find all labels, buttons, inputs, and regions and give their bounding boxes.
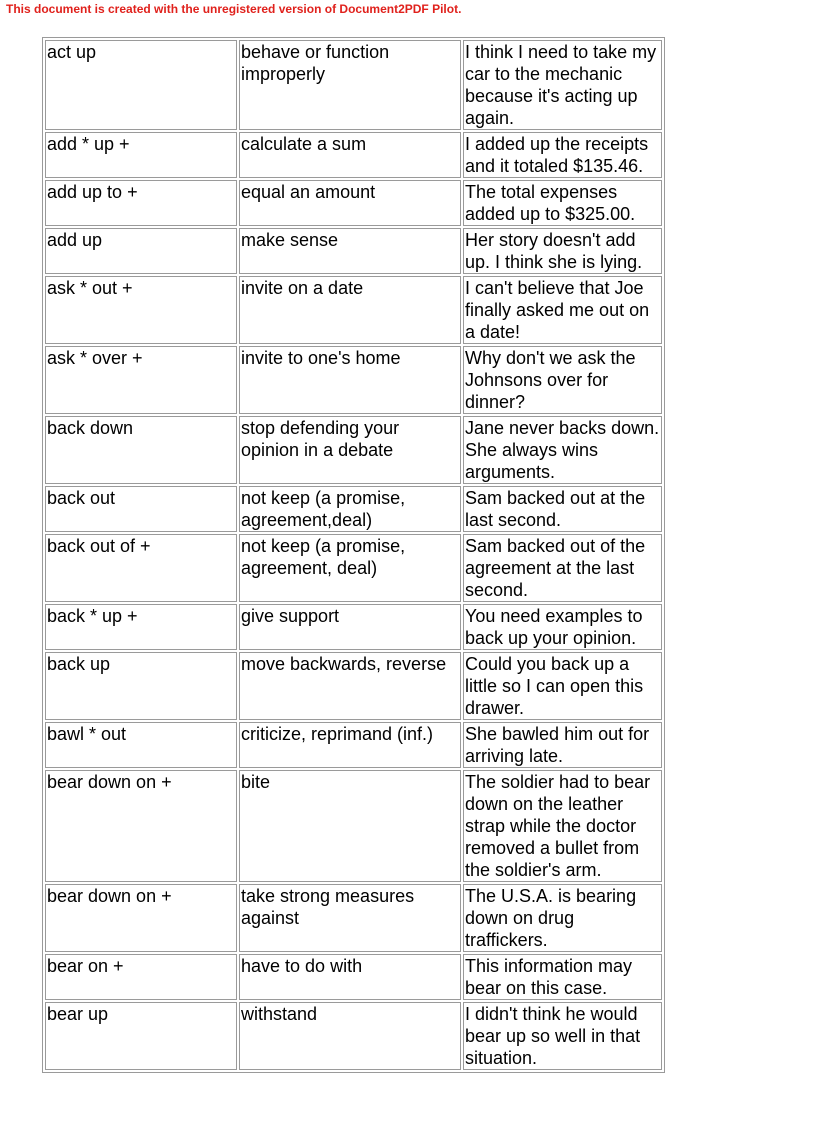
table-row (45, 534, 662, 602)
verb-cell: act up (45, 40, 237, 130)
verb-cell: back down (45, 416, 237, 484)
example-cell: Jane never backs down. She always wins arguments. (463, 416, 662, 484)
meaning-cell: calculate a sum (239, 132, 461, 178)
example-cell: Why don't we ask the Johnsons over for dinner? (463, 346, 662, 414)
table-row (45, 276, 662, 344)
example-cell: I didn't think he would bear up so well in that situation. (463, 1002, 662, 1070)
table-row (45, 722, 662, 768)
example-cell: The soldier had to bear down on the leather strap while the doctor removed a bullet from the soldier's arm. (463, 770, 662, 882)
verb-cell: bear up (45, 1002, 237, 1070)
unregistered-banner: This document is created with the unregistered version of Document2PDF Pilot. (6, 2, 462, 16)
example-cell: She bawled him out for arriving late. (463, 722, 662, 768)
meaning-cell: take strong measures against (239, 884, 461, 952)
table-row (45, 604, 662, 650)
example-cell: The total expenses added up to $325.00. (463, 180, 662, 226)
verb-cell: bear down on + (45, 884, 237, 952)
meaning-cell: invite to one's home (239, 346, 461, 414)
meaning-cell: equal an amount (239, 180, 461, 226)
table-row (45, 652, 662, 720)
verb-cell: back out (45, 486, 237, 532)
example-cell: I added up the receipts and it totaled $135.46. (463, 132, 662, 178)
verb-cell: bear on + (45, 954, 237, 1000)
phrasal-verb-table (42, 37, 665, 1073)
table-row (45, 346, 662, 414)
example-cell: Sam backed out of the agreement at the last second. (463, 534, 662, 602)
verb-cell: back out of + (45, 534, 237, 602)
table-row (45, 884, 662, 952)
table-row (45, 486, 662, 532)
example-cell: You need examples to back up your opinion. (463, 604, 662, 650)
table-row (45, 132, 662, 178)
meaning-cell: invite on a date (239, 276, 461, 344)
verb-cell: back up (45, 652, 237, 720)
meaning-cell: criticize, reprimand (inf.) (239, 722, 461, 768)
table-row (45, 416, 662, 484)
table-row (45, 770, 662, 882)
verb-cell: add up (45, 228, 237, 274)
example-cell: Sam backed out at the last second. (463, 486, 662, 532)
meaning-cell: not keep (a promise, agreement, deal) (239, 534, 461, 602)
example-cell: This information may bear on this case. (463, 954, 662, 1000)
verb-cell: add * up + (45, 132, 237, 178)
table-row (45, 228, 662, 274)
verb-cell: back * up + (45, 604, 237, 650)
meaning-cell: give support (239, 604, 461, 650)
table-row (45, 954, 662, 1000)
verb-cell: add up to + (45, 180, 237, 226)
example-cell: I can't believe that Joe finally asked me out on a date! (463, 276, 662, 344)
example-cell: I think I need to take my car to the mechanic because it's acting up again. (463, 40, 662, 130)
meaning-cell: make sense (239, 228, 461, 274)
verb-cell: ask * out + (45, 276, 237, 344)
table-row (45, 1002, 662, 1070)
meaning-cell: stop defending your opinion in a debate (239, 416, 461, 484)
meaning-cell: not keep (a promise, agreement,deal) (239, 486, 461, 532)
example-cell: Could you back up a little so I can open this drawer. (463, 652, 662, 720)
meaning-cell: move backwards, reverse (239, 652, 461, 720)
verb-cell: bear down on + (45, 770, 237, 882)
verb-cell: ask * over + (45, 346, 237, 414)
meaning-cell: behave or function improperly (239, 40, 461, 130)
example-cell: Her story doesn't add up. I think she is lying. (463, 228, 662, 274)
example-cell: The U.S.A. is bearing down on drug traffickers. (463, 884, 662, 952)
meaning-cell: have to do with (239, 954, 461, 1000)
table-row (45, 180, 662, 226)
table-row (45, 40, 662, 130)
meaning-cell: bite (239, 770, 461, 882)
meaning-cell: withstand (239, 1002, 461, 1070)
verb-cell: bawl * out (45, 722, 237, 768)
